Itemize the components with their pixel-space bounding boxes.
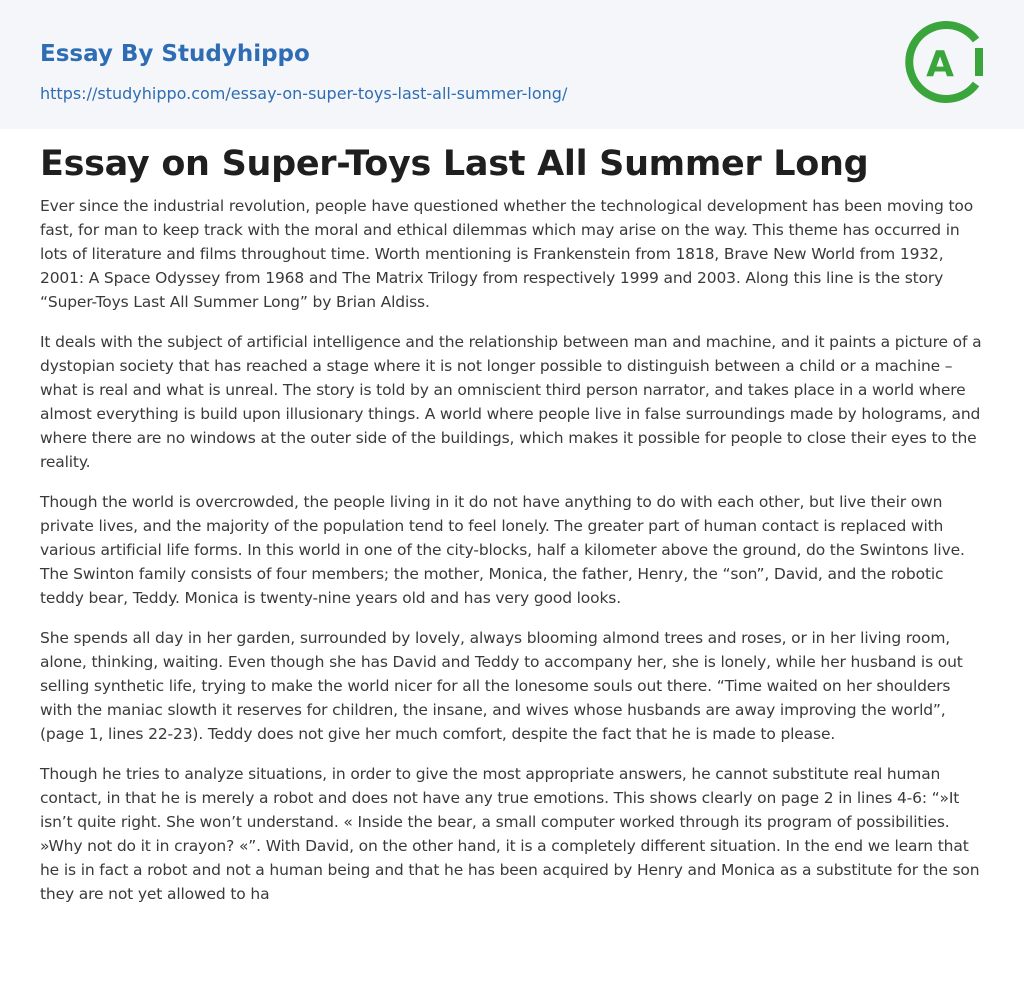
essay-paragraph-3: Though the world is overcrowded, the people living in it do not have anything to do with each other, but live their own private lives, and the majority of the population tend to feel lonely. The greater part of human contact is replaced with various artificial life forms. In this world in one of the city-blocks, half a kilometer above the ground, do the Swintons live. The Swinton family consists of four members; the mother, Monica, the father, Henry, the “son”, David, and the robotic teddy bear, Teddy. Monica is twenty-nine years old and has very good looks. — [40, 493, 965, 607]
essay-body — [40, 194, 985, 922]
essay-url-link[interactable]: https://studyhippo.com/essay-on-super-toys-last-all-summer-long/ — [40, 84, 568, 103]
studyhippo-logo-icon[interactable] — [904, 18, 988, 106]
essay-paragraph-1: Ever since the industrial revolution, people have questioned whether the technological development has been moving too fast, for man to keep track with the moral and ethical dilemmas which may arise on the way. This theme has occurred in lots of literature and films throughout time. Worth mentioning is Frankenstein from 1818, Brave New World from 1932, 2001: A Space Odyssey from 1968 and The Matrix Trilogy from respectively 1999 and 2003. Along this line is the story “Super-Toys Last All Summer Long” by Brian Aldiss. — [40, 197, 974, 311]
essay-paragraph-5: Though he tries to analyze situations, in order to give the most appropriate answers, he cannot substitute real human contact, in that he is merely a robot and does not have any true emotions. This shows clearly on page 2 in lines 4-6: “»It isn’t quite right. She won’t understand. « Inside the bear, a small computer worked through its program of possibilities. »Why not do it in crayon? «”. With David, on the other hand, it is a completely different situation. In the end we learn that he is in fact a robot and not a human being and that he has been acquired by Henry and Monica as a substitute for the son they are not yet allowed to ha — [40, 765, 980, 903]
logo-letter: A — [926, 44, 954, 85]
site-title[interactable]: Essay By Studyhippo — [40, 41, 310, 67]
essay-paragraph-2: It deals with the subject of artificial intelligence and the relationship between man and machine, and it paints a picture of a dystopian society that has reached a stage where it is not longer possible to distinguish between a child or a machine – what is real and what is unreal. The story is told by an omniscient third person narrator, and takes place in a world where almost everything is build upon illusionary things. A world where people live in false surroundings made by holograms, and where there are no windows at the outer side of the buildings, which makes it possible for people to close their eyes to the reality. — [40, 333, 982, 471]
essay-paragraph-4: She spends all day in her garden, surrounded by lovely, always blooming almond trees and roses, or in her living room, alone, thinking, waiting. Even though she has David and Teddy to accompany her, she is lonely, while her husband is out selling synthetic life, trying to make the world nicer for all the lonesome souls out there. “Time waited on her shoulders with the maniac slowth it reserves for children, the insane, and wives whose husbands are away improving the world”, (page 1, lines 22-23). Teddy does not give her much comfort, despite the fact that he is made to please. — [40, 629, 963, 743]
page-header — [0, 0, 1024, 129]
essay-title: Essay on Super-Toys Last All Summer Long — [40, 144, 869, 184]
